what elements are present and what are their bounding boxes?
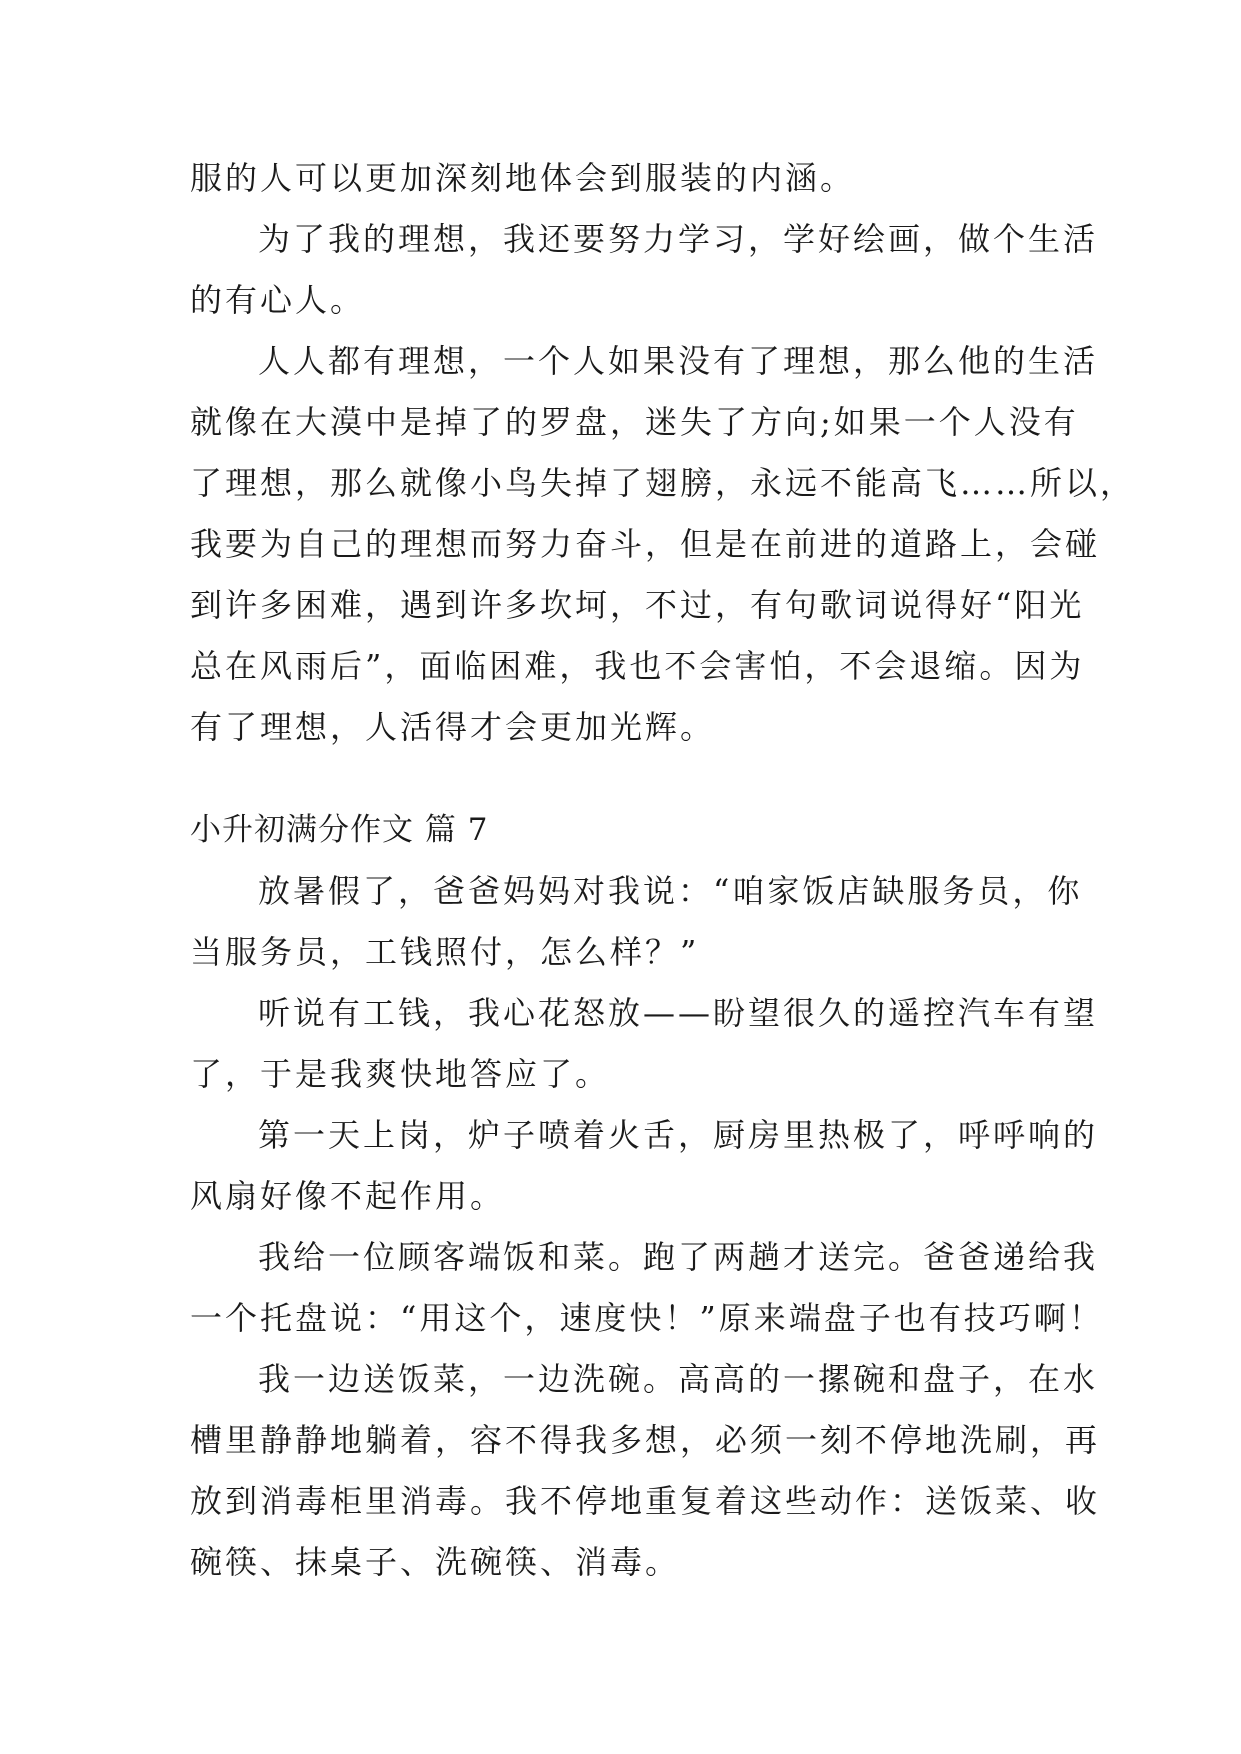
paragraph-first-line: 为了我的理想，我还要努力学习，学好绘画，做个生活 (258, 220, 1099, 258)
paragraph-first-line: 第一天上岗，炉子喷着火舌，厨房里热极了，呼呼响的 (258, 1116, 1099, 1154)
text-line: 服的人可以更加深刻地体会到服装的内涵。 (190, 159, 856, 197)
text-line: 的有心人。 (190, 281, 366, 319)
text-line: 就像在大漠中是掉了的罗盘，迷失了方向;如果一个人没有 (190, 403, 1079, 441)
text-line: 放到消毒柜里消毒。我不停地重复着这些动作：送饭菜、收 (190, 1482, 1101, 1520)
text-line: 有了理想，人活得才会更加光辉。 (190, 708, 716, 746)
text-line: 当服务员，工钱照付，怎么样？” (190, 933, 700, 971)
document-body (190, 148, 1136, 1593)
text-line: 碗筷、抹桌子、洗碗筷、消毒。 (190, 1543, 681, 1581)
text-line: 一个托盘说：“用这个，速度快！”原来端盘子也有技巧啊！ (190, 1299, 1104, 1337)
text-line: 到许多困难，遇到许多坎坷，不过，有句歌词说得好“阳光 (190, 586, 1085, 624)
text-line: 风扇好像不起作用。 (190, 1177, 506, 1215)
paragraph-first-line: 我给一位顾客端饭和菜。跑了两趟才送完。爸爸递给我 (258, 1238, 1099, 1276)
paragraph-first-line: 我一边送饭菜，一边洗碗。高高的一摞碗和盘子，在水 (258, 1360, 1099, 1398)
paragraph-first-line: 听说有工钱，我心花怒放——盼望很久的遥控汽车有望 (258, 994, 1099, 1032)
text-line: 总在风雨后”，面临困难，我也不会害怕，不会退缩。因为 (190, 647, 1085, 685)
text-line: 我要为自己的理想而努力奋斗，但是在前进的道路上，会碰 (190, 525, 1101, 563)
text-line: 了，于是我爽快地答应了。 (190, 1055, 611, 1093)
paragraph-first-line: 人人都有理想，一个人如果没有了理想，那么他的生活 (258, 342, 1099, 380)
section-heading: 小升初满分作文 篇 7 (190, 812, 489, 848)
paragraph-first-line: 放暑假了，爸爸妈妈对我说：“咱家饭店缺服务员，你 (258, 872, 1083, 910)
section-gap (190, 758, 1050, 800)
text-line: 槽里静静地躺着，容不得我多想，必须一刻不停地洗刷，再 (190, 1421, 1101, 1459)
text-line: 了理想，那么就像小鸟失掉了翅膀，永远不能高飞……所以， (190, 464, 1136, 502)
